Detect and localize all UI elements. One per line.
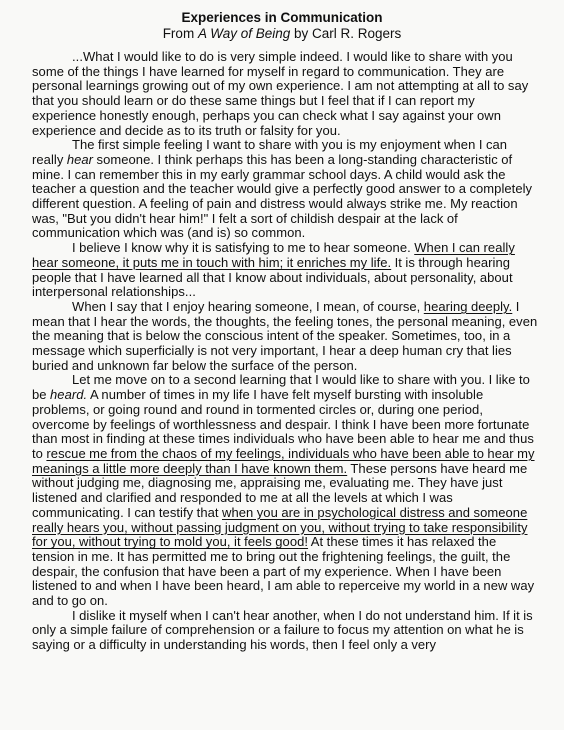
- paragraph: [32, 609, 538, 653]
- paragraph-text: These persons have heard me without judging me, diagnosing me, appraising me, evaluating me. They have just listened and clarified and responded to me at all the levels at which I was communicating. I can testify that: [32, 460, 528, 520]
- paragraph-text: ...What I would like to do is very simple indeed. I would like to share with you some of the things I have learned for myself in regard to communication. They are personal learnings growing out of my own experience. I am not attempting at all to say that you should learn or do these same things but I feel that if I can report my experience honestly enough, perhaps you can check what I say against your own experience and decide as to its truth or falsity for you.: [32, 49, 529, 138]
- paragraph-text: I dislike it myself when I can't hear another, when I do not understand him. If it is only a simple failure of comprehension or a failure to focus my attention on what he is saying or a difficulty in understanding his words, then I feel only a very: [32, 607, 533, 653]
- paragraph: [32, 300, 538, 374]
- underlined-text: When I can really hear someone, it puts me in touch with him; it enriches my life.: [32, 240, 515, 270]
- book-title: A Way of Being: [197, 26, 291, 41]
- paragraph-text: The first simple feeling I want to share with you is my enjoyment when I can really: [32, 137, 508, 167]
- subtitle-prefix: From: [162, 26, 198, 41]
- body-text: [32, 50, 538, 653]
- paragraph: [32, 241, 538, 300]
- underlined-text: when you are in psychological distress and someone really hears you, without passing judgment on you, without trying to take responsibility for you, without trying to mold you, it feels good!: [32, 504, 528, 550]
- subtitle-author: by Carl R. Rogers: [290, 26, 402, 41]
- paragraph-text: It is through hearing people that I have learned all that I know about individuals, about personality, about interpersonal relationships...: [32, 254, 513, 300]
- paragraph: [32, 138, 538, 241]
- document-subtitle: [26, 26, 538, 42]
- document-title: Experiences in Communication: [181, 10, 383, 25]
- paragraph-text: A number of times in my life I have felt myself bursting with insoluble problems, or going round and round in tormented circles or, during one period, overcome by feelings of worthlessness and despair. I think I have been more fortunate than most in finding at these times individuals who have been able to hear me and thus to: [32, 387, 534, 461]
- paragraph-text: When I say that I enjoy hearing someone, I mean, of course,: [72, 298, 424, 314]
- underlined-text: hearing deeply.: [423, 298, 513, 314]
- paragraph: [32, 50, 538, 138]
- paragraph-text: Let me move on to a second learning that I would like to share with you. I like to be: [32, 372, 530, 403]
- paragraph-text: I believe I know why it is satisfying to me to hear someone.: [72, 240, 415, 256]
- paragraph-text: someone. I think perhaps this has been a long-standing characteristic of mine. I can remember this in my early grammar school days. A child would ask the teacher a question and the teacher would give a perfectly good answer to a completely different question. A feeling of pain and distress would always strike me. My reaction was, "But you didn't hear him!" I felt a sort of childish despair at the lack of communication which was (and is) so common.: [32, 151, 533, 241]
- underlined-text: rescue me from the chaos of my feelings, individuals who have been able to hear my meanings a little more deeply than I have known them.: [32, 445, 535, 476]
- paragraph-text: I mean that I hear the words, the thoughts, the feeling tones, the personal meaning, even the meaning that is below the conscious intent of the speaker. Sometimes, too, in a message which superficially is not very important, I hear a deep human cry that lies buried and unknown far below the surface of the person.: [32, 298, 538, 373]
- paragraph-text: At these times it has relaxed the tension in me. It has permitted me to bring out the frightening feelings, the guilt, the despair, the confusion that have been a part of my experience. When I have been listened to and when I have been heard, I am able to reperceive my world in a new way and to go on.: [32, 534, 535, 609]
- italic-text: hear: [66, 151, 94, 167]
- italic-text: heard.: [50, 387, 88, 403]
- paragraph: [32, 373, 538, 608]
